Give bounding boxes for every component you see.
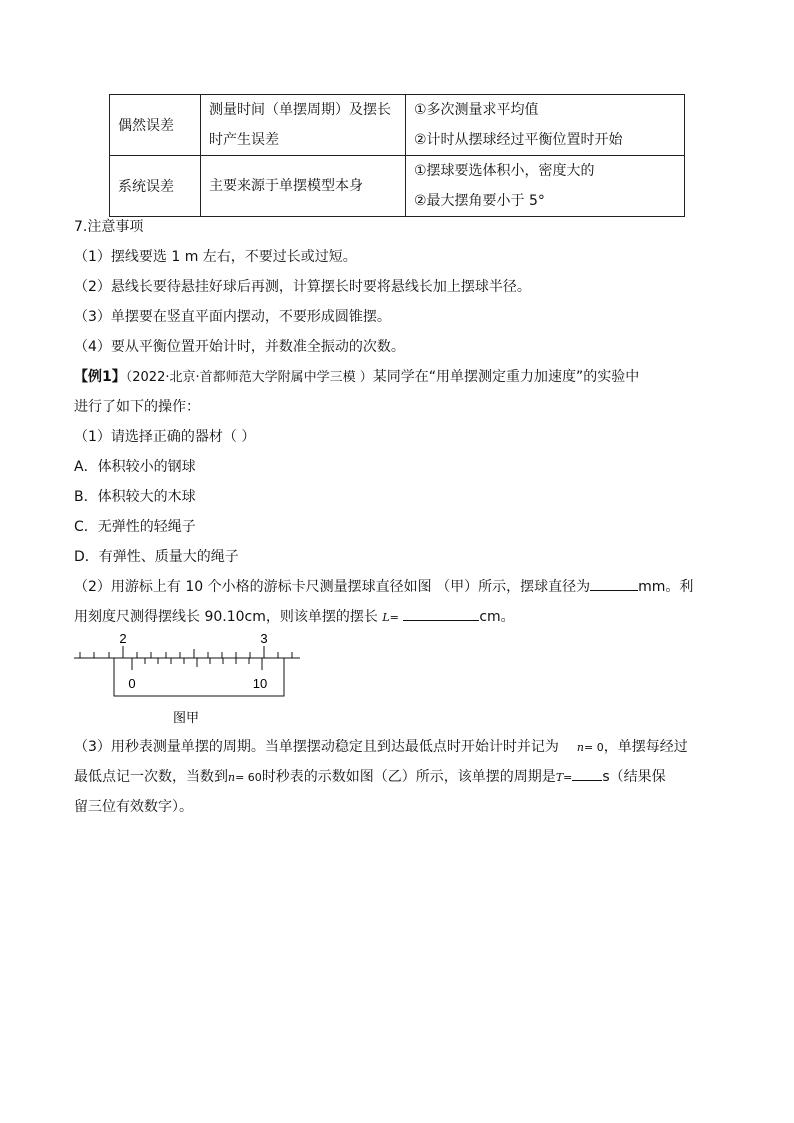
example-stem: 【例1】（2022·北京·首都师范大学附属中学三模 ）某同学在“用单摆测定重力加速度”的实验中 (74, 369, 640, 385)
fix-item: ②计时从摆球经过平衡位置时开始 (414, 132, 623, 148)
vernier-label: 10 (252, 676, 268, 691)
example-tag: 【例1】 (74, 369, 126, 385)
note-item: （2）悬线长要待悬挂好球后再测，计算摆长时要将悬线长加上摆球半径。 (74, 279, 531, 295)
fix-item: ①摆球要选体积小，密度大的 (414, 163, 595, 179)
question-3-line3: 留三位有效数字）。 (74, 799, 193, 815)
answer-blank (572, 766, 602, 781)
question-3-line2: 最低点记一次数，当数到n= 60时秒表的示数如图（乙）所示，该单摆的周期是T= s（结果保 (74, 766, 666, 786)
example-source: （2022·北京·首都师范大学附属中学三模 ） (125, 370, 373, 385)
fix-item: ①多次测量求平均值 (414, 102, 539, 118)
error-table (109, 94, 685, 217)
main-scale-label: 2 (119, 631, 127, 646)
error-type-cell: 系统误差 (110, 156, 201, 217)
option-a: A．体积较小的钢球 (74, 459, 196, 475)
error-fix-cell (406, 95, 685, 156)
note-item: （3）单摆要在竖直平面内摆动，不要形成圆锥摆。 (74, 309, 391, 325)
example-stem-cont: 进行了如下的操作： (74, 399, 200, 415)
vernier-ticks (132, 658, 262, 670)
error-fix-cell (406, 156, 685, 217)
error-source-cell: 测量时间（单摆周期）及摆长时产生误差 (201, 95, 406, 156)
option-b: B．体积较大的木球 (74, 489, 196, 505)
error-type-cell: 偶然误差 (110, 95, 201, 156)
error-source-cell: 主要来源于单摆模型本身 (201, 156, 406, 217)
main-scale-ticks (80, 646, 292, 658)
note-item: （1）摆线要选 1 m 左右，不要过长或过短。 (74, 249, 357, 265)
fix-item: ②最大摆角要小于 5° (414, 193, 545, 209)
question-1: （1）请选择正确的器材（ ） (74, 429, 256, 445)
vernier-label: 0 (128, 676, 136, 691)
table-row (110, 156, 685, 217)
note-item: （4）要从平衡位置开始计时，并数准全振动的次数。 (74, 339, 405, 355)
question-2-line2: 用刻度尺测得摆线长 90.10cm，则该单摆的摆长 L= cm。 (74, 606, 515, 626)
notes-heading: 7.注意事项 (74, 219, 144, 235)
option-c: C．无弹性的轻绳子 (74, 519, 196, 535)
answer-blank (403, 606, 479, 621)
main-scale-label: 3 (260, 631, 268, 646)
question-2-line1: （2）用游标上有 10 个小格的游标卡尺测量摆球直径如图 （甲）所示，摆球直径为 mm。利 (74, 576, 693, 596)
vernier-caliper-figure (72, 630, 304, 730)
answer-blank (590, 576, 638, 591)
question-3-line1: （3）用秒表测量单摆的周期。当单摆摆动稳定且到达最低点时开始计时并记为 n= 0，单摆每经过 (74, 739, 688, 755)
figure-caption: 图甲 (172, 710, 200, 725)
option-d: D．有弹性、质量大的绳子 (74, 549, 239, 565)
table-row (110, 95, 685, 156)
